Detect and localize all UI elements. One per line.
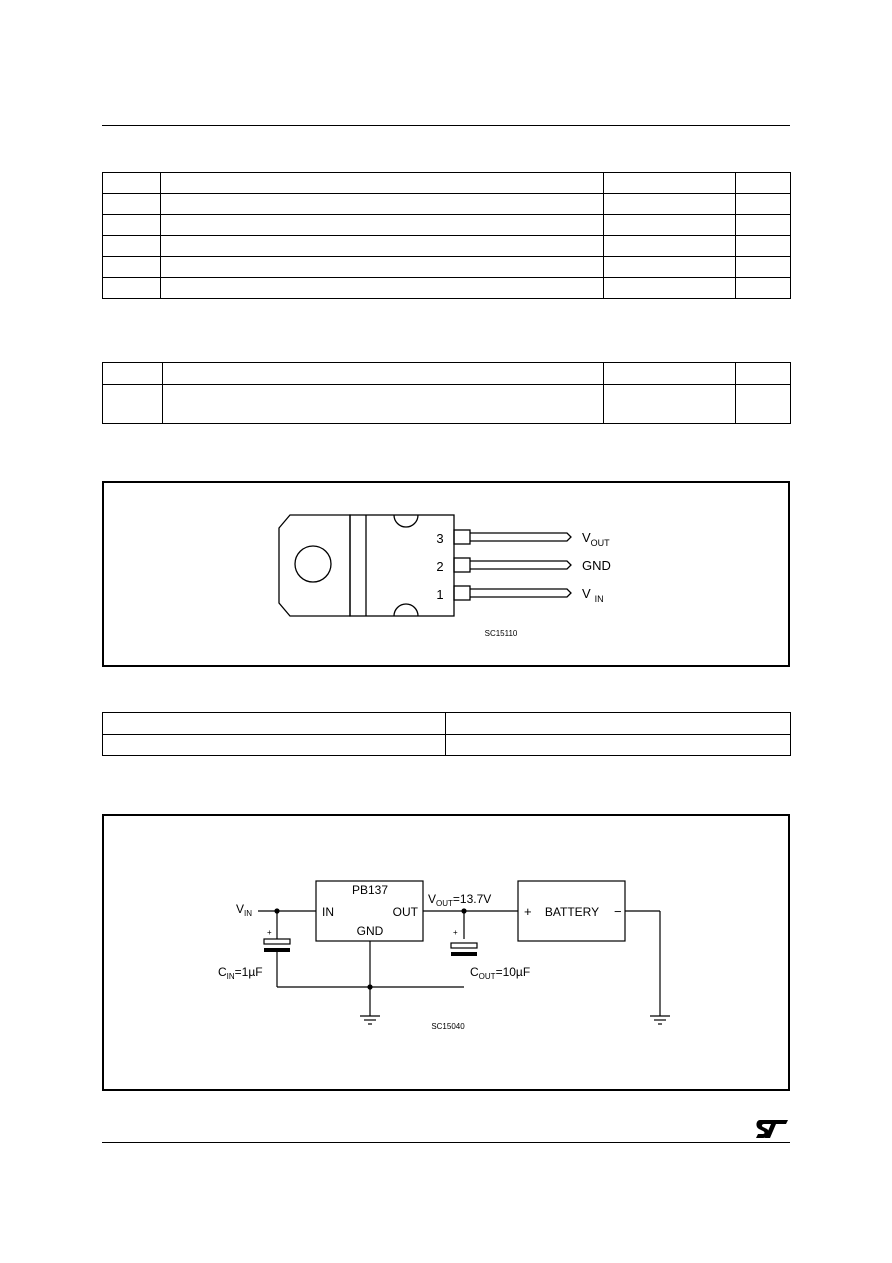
ic-name: PB137: [351, 883, 389, 897]
pin-1-number: 1: [436, 587, 444, 602]
circuit-vin-label: $V_{IN}$: [236, 902, 253, 918]
circuit-code: SC15040: [431, 1022, 465, 1031]
battery-label: BATTERY: [544, 905, 600, 919]
svg-text:+: +: [524, 904, 532, 919]
table-row: [103, 385, 791, 424]
cout-label: $C_{OUT}=10\mu F$: [470, 965, 531, 981]
table-row: [103, 363, 791, 385]
table-row: [103, 215, 791, 236]
application-circuit: [104, 816, 788, 1089]
cout-capacitor: [451, 943, 477, 948]
ic-out-pin: OUT: [392, 905, 418, 919]
table-row: [103, 257, 791, 278]
svg-text:+: +: [453, 928, 458, 937]
header-rule: [102, 125, 790, 126]
package-tab: [279, 515, 350, 616]
table-row: [103, 236, 791, 257]
lead-2: [470, 561, 571, 569]
cin-capacitor: [264, 939, 290, 944]
svg-text:+: +: [267, 928, 272, 937]
ic-in-pin: IN: [322, 905, 334, 919]
package-drawing: [104, 483, 788, 665]
vout-value-label: $V_{OUT}=13.7V$: [428, 892, 492, 908]
thermal-table: [102, 362, 791, 424]
pin-2-number: 2: [436, 559, 444, 574]
vin-label: V $_{IN}$: [582, 586, 604, 604]
connection-diagram-box: [102, 481, 790, 667]
table-row: [103, 735, 791, 756]
table-row: [103, 278, 791, 299]
drawing-code: SC15110: [484, 629, 518, 638]
gnd-label: GND: [582, 558, 611, 573]
application-circuit-box: [102, 814, 790, 1091]
mounting-hole: [295, 546, 331, 582]
lead-3: [470, 533, 571, 541]
cin-label: $C_{IN}=1\mu F$: [218, 965, 263, 981]
footer-rule: [102, 1142, 790, 1143]
st-logo: [754, 1118, 790, 1140]
ratings-table: [102, 172, 791, 299]
vout-label: $V_{OUT}$: [582, 530, 610, 548]
svg-text:−: −: [614, 904, 622, 919]
table-row: [103, 713, 791, 735]
table-row: [103, 173, 791, 194]
pin-3-number: 3: [436, 531, 444, 546]
lead-1: [470, 589, 571, 597]
ic-gnd-pin: GND: [356, 924, 384, 938]
svg-text:ST: ST: [754, 1118, 756, 1119]
table-row: [103, 194, 791, 215]
ordering-table: [102, 712, 791, 756]
